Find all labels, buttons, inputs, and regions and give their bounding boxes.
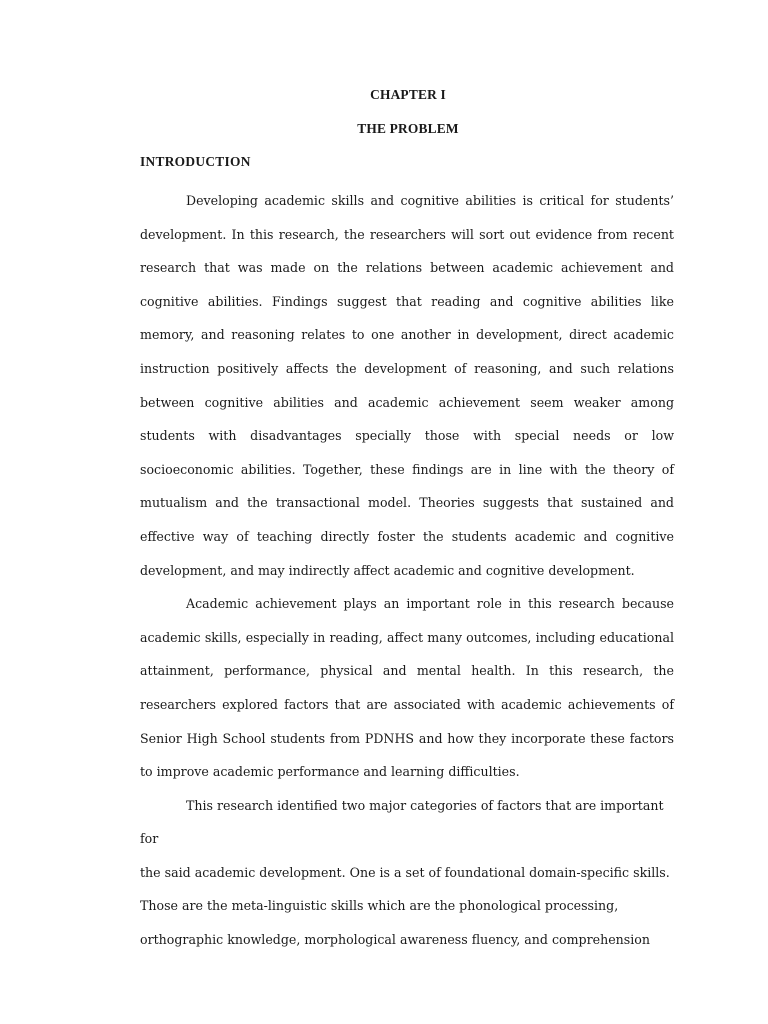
paragraph-2: Academic achievement plays an important role in this research because academic skills, especially in reading, affect many outcomes, including educational attainment, performance, physical and mental health. In this research, the researchers explored factors that are associated with academic achievements of Senior High School students from PDNHS and how they incorporate these factors to improve academic performance and learning difficulties. xyxy=(140,596,674,780)
paragraph-3: This research identified two major categories of factors that are important for the said academic development. One is a set of foundational domain-specific skills. Those are the meta-linguistic skills which are the phonological processing, orthographic knowledge, morphological awareness fluency, and comprehension xyxy=(140,797,670,948)
chapter-label: CHAPTER I xyxy=(370,87,446,102)
body-text xyxy=(140,184,674,957)
paragraph-1: Developing academic skills and cognitive abilities is critical for students’ development. In this research, the researchers will sort out evidence from recent research that was made on the relations between academic achievement and cognitive abilities. Findings suggest that reading and cognitive abilities like memory, and reasoning relates to one another in development, direct academic instruction positively affects the development of reasoning, and such relations between cognitive abilities and academic achievement seem weaker among students with disadvantages specially those with special needs or low socioeconomic abilities. Together, these findings are in line with the theory of mutualism and the transactional model. Theories suggests that sustained and effective way of teaching directly foster the students academic and cognitive development, and may indirectly affect academic and cognitive development. xyxy=(140,193,674,578)
chapter-title: THE PROBLEM xyxy=(357,121,459,136)
section-heading: INTRODUCTION xyxy=(140,154,251,169)
